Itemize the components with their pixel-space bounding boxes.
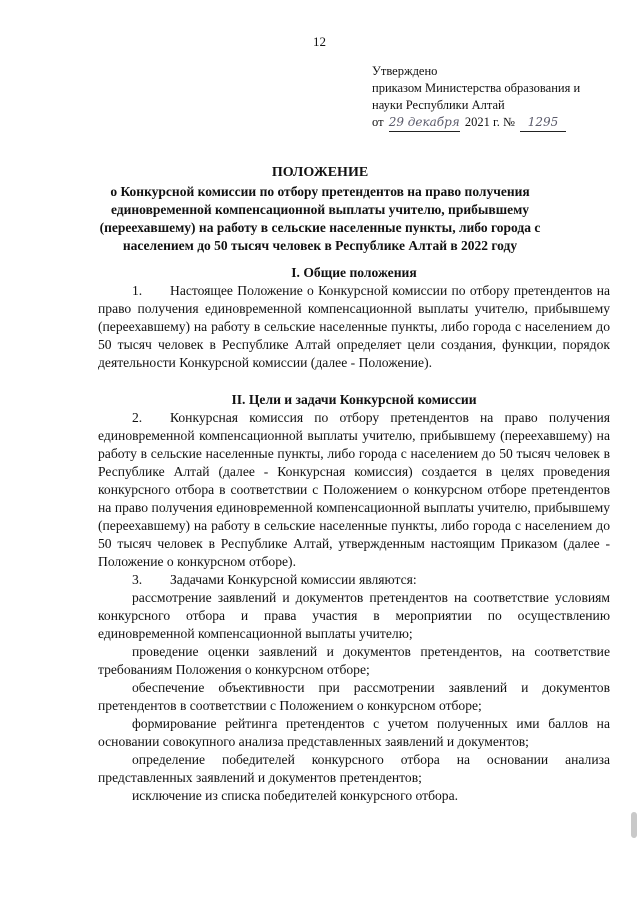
paragraph-3 — [98, 571, 610, 589]
paragraph-text: Конкурсная комиссия по отбору претендентов на право получения единовременной компенсационной выплаты учителю, прибывшему (переехавшему) на работу в сельские населенные пункты, либо города с населением до 50 тысяч человек в Республике Алтай (далее - Конкурсная комиссия) создается в целях проведения конкурсного отбора в соответствии с Положением о конкурсном отборе претендентов на право получения единовременной компенсационной выплаты учителю, прибывшему (переехавшему) на работу в сельские населенные пункты, либо города с населением до 50 тысяч человек в Республике Алтай, утвержденным настоящим Приказом (далее - Положение о конкурсном отборе). — [98, 410, 610, 569]
paragraph-1 — [98, 282, 610, 372]
paragraph-text: Настоящее Положение о Конкурсной комиссии по отбору претендентов на право получения единовременной компенсационной выплаты учителю, прибывшему (переехавшему) на работу в сельские населенные пункты, либо города с населением до 50 тысяч человек в Республике Алтай определяет цели создания, функции, порядок деятельности Конкурсной комиссии (далее - Положение). — [98, 283, 610, 370]
task-item: обеспечение объективности при рассмотрении заявлений и документов претендентов в соответствии с Положением о конкурсном отборе; — [98, 680, 610, 713]
paragraph-2 — [98, 409, 610, 571]
paragraph-number: 3. — [132, 572, 143, 587]
approval-date-prefix: от — [372, 115, 384, 129]
page-number: 12 — [313, 34, 326, 49]
paragraph-text: Задачами Конкурсной комиссии являются: — [170, 572, 417, 587]
task-item: проведение оценки заявлений и документов претендентов, на соответствие требованиям Положения о конкурсном отборе; — [98, 644, 610, 677]
document-body — [98, 264, 610, 805]
document-title: ПОЛОЖЕНИЕ — [271, 165, 369, 180]
paragraph-number: 2. — [132, 410, 143, 425]
task-item: формирование рейтинга претендентов с учетом полученных ими баллов на основании совокупного анализа представленных заявлений и документов; — [98, 716, 610, 749]
handwritten-order-number: 1295 — [520, 114, 566, 132]
approval-line-order: приказом Министерства образования и — [372, 81, 581, 95]
approval-year: 2021 г. № — [464, 115, 515, 129]
section-heading-general: I. Общие положения — [291, 265, 417, 280]
paragraph-number: 1. — [132, 283, 143, 298]
approval-line-approved: Утверждено — [372, 64, 438, 78]
document-subtitle: о Конкурсной комиссии по отбору претендентов на право получения единовременной компенсационной выплаты учителю, прибывшему (переехавшему) на работу в сельские населенные пункты, либо города с населением до 50 тысяч человек в Республике Алтай в 2022 году — [99, 184, 541, 253]
approval-line-ministry: науки Республики Алтай — [372, 98, 505, 112]
task-item: определение победителей конкурсного отбора на основании анализа представленных заявлений и документов претендентов; — [98, 752, 610, 785]
approval-stamp — [372, 63, 580, 132]
approval-date-line — [372, 114, 580, 132]
scan-artifact — [631, 812, 637, 838]
task-item: рассмотрение заявлений и документов претендентов на соответствие условиям конкурсного отбора и права участия в мероприятии по осуществлению единовременной компенсационной выплаты учителю; — [98, 590, 610, 641]
handwritten-date: 29 декабря — [389, 114, 460, 132]
section-heading-goals: II. Цели и задачи Конкурсной комиссии — [231, 392, 477, 407]
document-title-block — [90, 164, 550, 255]
task-item: исключение из списка победителей конкурсного отбора. — [132, 788, 459, 803]
